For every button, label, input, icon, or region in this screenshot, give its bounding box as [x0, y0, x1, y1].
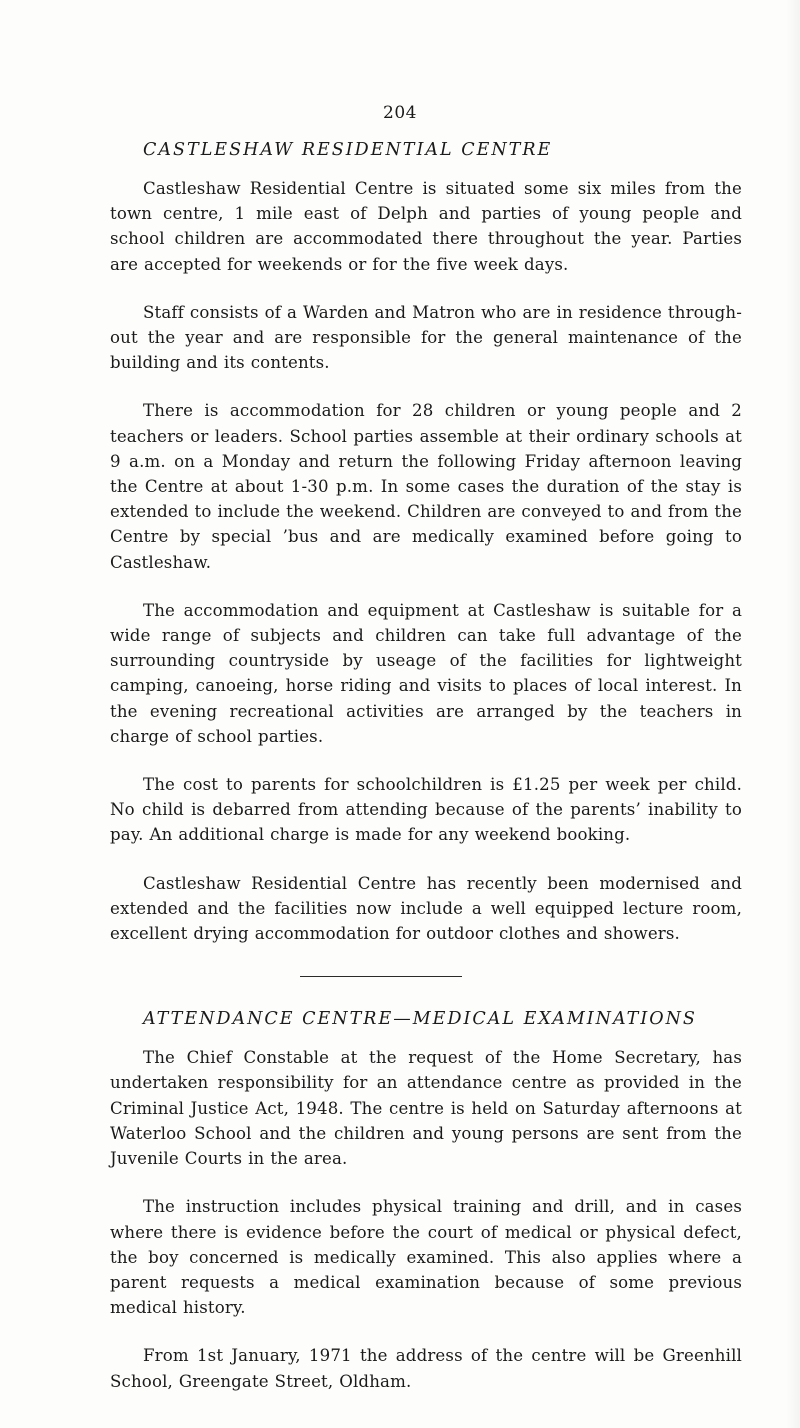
paragraph: Staff consists of a Warden and Matron who are in residence through-out the year and are responsible for the general maintenance of the building and its contents.	[110, 302, 742, 373]
paragraph: The accommodation and equipment at Castleshaw is suitable for a wide range of subjects and children can take full advantage of the surrounding countryside by useage of the facilities for lightweight camping, canoeing, horse riding and visits to places of local interest. In the evening recreational activities are arranged by the teachers in charge of school parties.	[110, 600, 742, 746]
paragraph: Castleshaw Residential Centre has recently been modernised and extended and the facilities now include a well equipped lecture room, excellent drying accommodation for outdoor clothes and showers.	[110, 873, 742, 944]
page-edge-shadow	[786, 0, 800, 1428]
page-number: 204	[383, 103, 417, 123]
paragraph: There is accommodation for 28 children or young people and 2 teachers or leaders. School parties assemble at their ordinary schools at 9 a.m. on a Monday and return the following Friday afternoon leaving the Centre at about 1-30 p.m. In some cases the duration of the stay is extended to include the weekend. Children are conveyed to and from the Centre by special ’bus and are medically examined before going to Castleshaw.	[110, 401, 742, 572]
paragraph: The Chief Constable at the request of the Home Secretary, has undertaken responsibility for an attendance centre as provided in the Criminal Justice Act, 1948. The centre is held on Saturday afternoons at Waterloo School and the children and young persons are sent from the Juvenile Courts in the area.	[110, 1048, 742, 1169]
paragraph: Castleshaw Residential Centre is situated some six miles from the town centre, 1 mile east of Delph and parties of young people and school children are accommodated there throughout the year. Parties are accepted for weekends or for the five week days.	[110, 179, 742, 274]
paragraph: The instruction includes physical training and drill, and in cases where there is evidence before the court of medical or physical defect, the boy concerned is medically examined. This also applies where a parent requests a medical examination because of some previous medical history.	[110, 1197, 742, 1318]
paragraph: The cost to parents for schoolchildren is £1.25 per week per child. No child is debarred from attending because of the parents’ inability to pay. An additional charge is made for any weekend booking.	[110, 775, 742, 845]
section-title-attendance-centre: ATTENDANCE CENTRE—MEDICAL EXAMINATIONS	[143, 1009, 697, 1030]
section-divider	[300, 976, 462, 977]
section-title-castleshaw: CASTLESHAW RESIDENTIAL CENTRE	[143, 140, 553, 160]
paragraph: From 1st January, 1971 the address of the centre will be Greenhill School, Greengate Street, Oldham.	[110, 1346, 742, 1391]
page-content	[110, 140, 742, 1417]
